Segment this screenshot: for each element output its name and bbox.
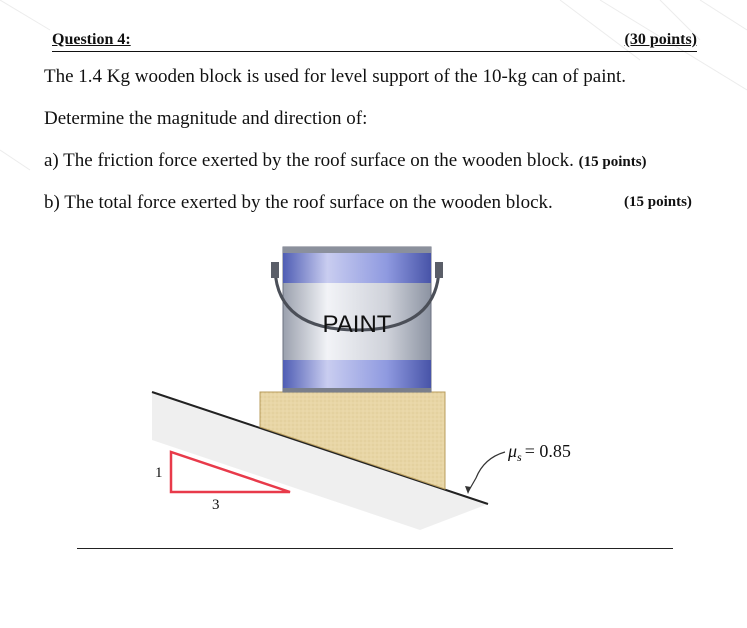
part-b-text: b) The total force exerted by the roof surface on the wooden block. xyxy=(44,192,553,213)
mu-subscript: s xyxy=(517,450,522,464)
part-b-points: (15 points) xyxy=(624,194,692,210)
question-number: Question 4: xyxy=(52,31,131,48)
slope-run-label: 3 xyxy=(212,497,220,513)
part-a-text: a) The friction force exerted by the roof surface on the wooden block. xyxy=(44,150,574,171)
friction-pointer xyxy=(468,452,505,492)
instruction-text: Determine the magnitude and direction of: xyxy=(44,108,368,129)
mu-value: = 0.85 xyxy=(524,441,571,461)
friction-pointer-arrowhead xyxy=(465,486,471,494)
bottom-rule xyxy=(77,548,673,549)
paint-can xyxy=(271,247,443,392)
part-a-points: (15 points) xyxy=(578,154,647,170)
problem-statement: The 1.4 Kg wooden block is used for level support of the 10-kg can of paint. xyxy=(44,66,627,87)
can-label: PAINT xyxy=(322,311,392,338)
mu-label xyxy=(507,441,571,464)
slope-rise-label: 1 xyxy=(155,465,163,481)
question-points: (30 points) xyxy=(624,31,697,48)
mu-symbol: μ xyxy=(508,441,518,461)
